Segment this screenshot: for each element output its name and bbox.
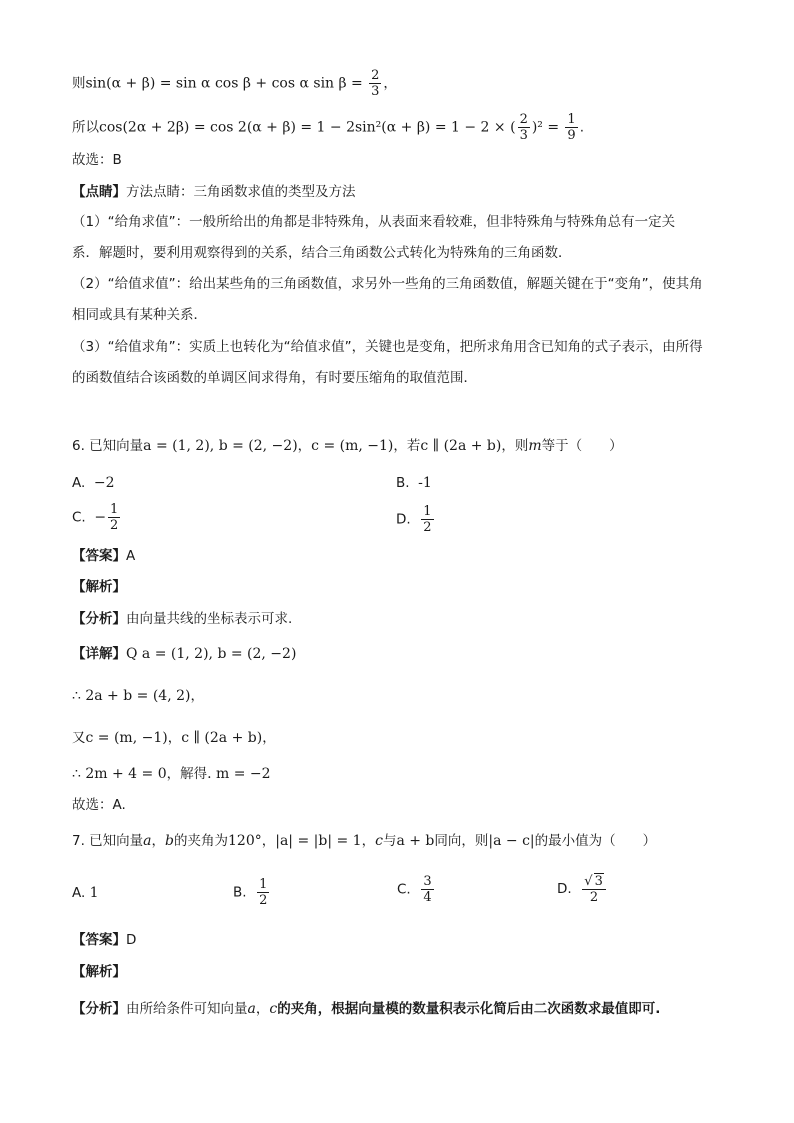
option-label: D. xyxy=(557,881,572,897)
radicand: 3 xyxy=(594,874,603,889)
tag-label: 【详解】 xyxy=(72,646,126,662)
answer-value: A xyxy=(126,548,136,564)
equation-line-2 xyxy=(72,112,584,143)
math-expression: a + b xyxy=(396,833,435,849)
text: 则 xyxy=(72,75,86,92)
option-label: B. xyxy=(233,884,247,901)
fraction xyxy=(108,502,120,533)
option-b xyxy=(396,474,432,492)
math-expression: a = (1, 2), b = (2, −2) xyxy=(143,438,298,454)
math-expression: Q a = (1, 2), b = (2, −2) xyxy=(126,646,297,662)
option-a xyxy=(72,884,99,902)
option-c xyxy=(397,874,436,905)
option-label: C. xyxy=(397,881,411,898)
option-value: -1 xyxy=(418,475,432,491)
solution-step-2 xyxy=(72,729,276,747)
math-expression: . m = −2 xyxy=(207,766,271,782)
numerator: 2 xyxy=(371,68,380,83)
text: ， xyxy=(167,730,182,746)
option-c xyxy=(72,502,122,533)
fraction xyxy=(421,874,433,905)
option-a xyxy=(72,474,115,492)
solution-step-3 xyxy=(72,765,271,783)
answer-line xyxy=(72,547,135,565)
text: ， xyxy=(383,75,397,92)
text: 由向量共线的坐标表示可求. xyxy=(126,611,293,627)
tag-label: 【分析】 xyxy=(72,1001,126,1017)
math-expression: |a − c| xyxy=(488,833,535,849)
sqrt-icon: √ xyxy=(584,874,593,889)
option-d xyxy=(396,504,436,535)
text: 由所给条件可知向量 xyxy=(126,1001,248,1017)
numerator: 1 xyxy=(423,504,432,519)
math-expression: b xyxy=(165,833,174,849)
tips-heading xyxy=(72,183,356,201)
math-expression: a xyxy=(247,1001,256,1017)
paragraph-line: （2）“给值求值”：给出某些角的三角函数值，求另外一些角的三角函数值，解题关键在于“变角”，使其角 xyxy=(72,276,703,292)
paragraph-line: 的函数值结合该函数的单调区间求得角，有时要压缩角的取值范围． xyxy=(72,370,477,386)
tag-label: 【分析】 xyxy=(72,611,126,627)
paragraph-line: （3）“给值求角”：实质上也转化为“给值求值”，关键也是变角，把所求角用含已知角的式子表示，由所得 xyxy=(72,339,703,355)
option-d xyxy=(557,873,608,905)
text: ， xyxy=(361,833,376,849)
math-expression: 120° xyxy=(228,833,262,849)
math-expression: c xyxy=(269,1001,278,1017)
math-expression: ∴ 2m + 4 = 0 xyxy=(72,766,167,782)
option-value: −2 xyxy=(93,475,115,491)
text: ， xyxy=(297,438,312,454)
paragraph-line: （1）“给角求值”：一般所给出的角都是非特殊角，从表面来看较难，但非特殊角与特殊角总有一定关 xyxy=(72,214,676,230)
fraction xyxy=(565,112,577,143)
text: ， xyxy=(255,1001,270,1017)
denominator: 2 xyxy=(110,518,119,533)
option-label: C. xyxy=(72,509,86,526)
tag-label: 【解析】 xyxy=(72,579,126,595)
text: . xyxy=(579,119,584,136)
text: 同向，则 xyxy=(434,833,489,849)
option-b xyxy=(233,877,271,908)
numerator: 3 xyxy=(423,874,432,889)
numerator: 1 xyxy=(259,877,268,892)
math-expression: sin(α + β) = sin α cos β + cos α sin β = xyxy=(85,75,363,92)
text: 与 xyxy=(382,833,397,849)
solution-step-1 xyxy=(72,687,204,705)
fraction xyxy=(582,873,606,905)
analysis-heading xyxy=(72,578,126,596)
question-7-stem xyxy=(72,832,656,850)
detail-line xyxy=(72,645,296,663)
denominator: 2 xyxy=(259,893,268,908)
text: 又 xyxy=(72,730,86,746)
analysis-heading xyxy=(72,963,126,981)
equation-line-1 xyxy=(72,68,397,99)
tag-label: 【答案】 xyxy=(72,548,126,564)
numerator: 1 xyxy=(110,502,119,517)
option-label: B. xyxy=(396,475,410,491)
text: 7. 已知向量 xyxy=(72,833,144,849)
math-sign: − xyxy=(94,509,107,526)
answer-value: D xyxy=(126,932,137,948)
option-value: 1 xyxy=(89,885,99,901)
numerator xyxy=(582,873,606,890)
text: ， xyxy=(262,730,276,746)
fenxi-line xyxy=(72,610,292,628)
math-expression: c ∥ (2a + b) xyxy=(181,730,263,746)
paragraph-line: 相同或具有某种关系． xyxy=(72,307,207,323)
math-expression: a xyxy=(143,833,152,849)
math-expression: |a| = |b| = 1 xyxy=(275,833,362,849)
fenxi-line xyxy=(72,1000,660,1018)
math-expression: cos(2α + 2β) = cos 2(α + β) = 1 − 2sin²(α + β) = 1 − 2 × ( xyxy=(99,119,516,136)
option-label: A. xyxy=(72,885,86,901)
paragraph-line: 系．解题时，要利用观察得到的关系，结合三角函数公式转化为特殊角的三角函数． xyxy=(72,245,572,261)
denominator: 4 xyxy=(423,890,432,905)
denominator: 2 xyxy=(423,520,432,535)
text: 的夹角为 xyxy=(174,833,228,849)
text: 方法点睛：三角函数求值的类型及方法 xyxy=(126,184,356,200)
denominator: 3 xyxy=(519,128,528,143)
text: 的最小值为（ ） xyxy=(534,833,657,849)
math-expression: c ∥ (2a + b) xyxy=(420,438,502,454)
final-answer: 故选：A. xyxy=(72,797,126,813)
text: 6. 已知向量 xyxy=(72,438,144,454)
math-expression: c = (m, −1) xyxy=(311,438,394,454)
math-expression: )² = xyxy=(531,119,560,136)
math-expression: ∴ 2a + b = (4, 2) xyxy=(72,688,191,704)
text: ， xyxy=(261,833,276,849)
text: ， xyxy=(151,833,166,849)
numerator: 1 xyxy=(567,112,576,127)
fraction xyxy=(421,504,433,535)
math-expression: m xyxy=(528,438,542,454)
text: ，若 xyxy=(393,438,421,454)
answer-line xyxy=(72,931,136,949)
text: ， xyxy=(190,688,204,704)
text: 的夹角，根据向量模的数量积表示化简后由二次函数求最值即可. xyxy=(277,1001,661,1017)
answer-line: 故选：B xyxy=(72,152,122,168)
text: ，则 xyxy=(501,438,529,454)
fraction xyxy=(518,112,530,143)
fraction xyxy=(369,68,381,99)
tag-label: 【解析】 xyxy=(72,964,126,980)
text: 等于（ ） xyxy=(541,438,623,454)
option-label: A. xyxy=(72,475,86,491)
numerator: 2 xyxy=(519,112,528,127)
tag-label: 【点睛】 xyxy=(72,184,126,200)
denominator: 9 xyxy=(567,128,576,143)
denominator: 3 xyxy=(371,84,380,99)
denominator: 2 xyxy=(589,890,599,905)
tag-label: 【答案】 xyxy=(72,932,126,948)
option-label: D. xyxy=(396,511,411,528)
math-expression: c = (m, −1) xyxy=(85,730,168,746)
math-expression: c xyxy=(375,833,383,849)
text: ，解得 xyxy=(166,766,208,782)
question-6-stem xyxy=(72,437,623,455)
text: 所以 xyxy=(72,119,99,136)
fraction xyxy=(257,877,269,908)
